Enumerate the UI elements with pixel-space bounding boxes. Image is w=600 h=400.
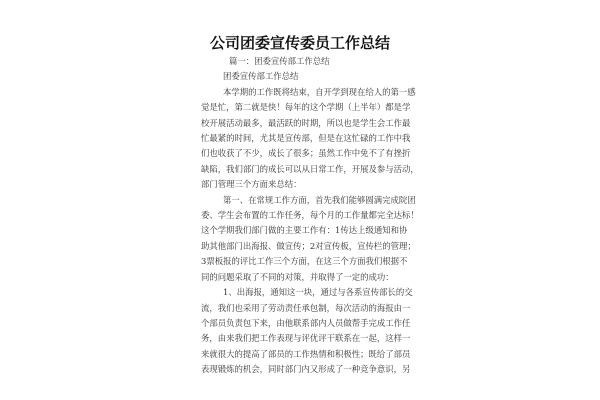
body-line: 委、学生会布置的工作任务，每个月的工作量都完全达标！	[201, 210, 419, 221]
body-line: 3票板报的评比工作三个方面，在这三个方面我们根据不	[201, 256, 408, 267]
body-line: 助其他部门出海报、做宣传；2对宣传板，宣传栏的管理；	[201, 240, 416, 251]
document-title: 公司团委宣传委员工作总结	[209, 34, 390, 52]
body-line: 校开展活动最多，最活跃的时期，所以也是学生会工作最	[201, 117, 411, 128]
body-line: 1、出海报，通知这一块，通过与各系宣传部长的交	[223, 287, 413, 298]
body-line: 篇一：团委宣传部工作总结	[229, 56, 330, 66]
body-line: 部门管理三个方面来总结：	[201, 179, 302, 190]
body-line: 第一、在常规工作方面，首先我们能够圆满完成院团	[223, 194, 416, 205]
body-line: 个部员负责包下来，由他联系部内人员做帮手完成工作任	[201, 317, 411, 328]
body-line: 团委宣传部工作总结	[223, 71, 299, 82]
body-line: 这个学期我们部门做的主要工作有：1传达上级通知和协	[201, 225, 408, 236]
body-line: 表现锻炼的机会，同时部门内又形成了一种竞争意识，另	[201, 364, 411, 375]
body-line: 们也收获了不少，成长了很多；虽然工作中免不了有挫折	[201, 148, 411, 159]
body-line: 忙最紧的时间，尤其是宣传部，但是在这忙碌的工作中我	[201, 133, 411, 144]
body-line: 觉是忙，第二就是快！每年的这个学期（上半年）都是学	[201, 102, 411, 113]
body-line: 务，由来我们把工作表现与评优评干联系在一起，这样一	[201, 333, 411, 344]
document-body	[201, 54, 419, 378]
body-line: 缺陷，我们部门的成长可以从日常工作，开展及参与活动，	[201, 163, 419, 174]
body-line: 本学期的工作既将结束，自开学到现在给人的第一感	[223, 86, 416, 97]
body-line: 来就很大的提高了部员的工作热情和积极性；既给了部员	[201, 348, 411, 359]
body-line: 同的问题采取了不同的对策，并取得了一定的成功：	[201, 271, 394, 282]
body-line: 流，我们也采用了劳动责任承包制，每次活动的海报由一	[201, 302, 411, 313]
